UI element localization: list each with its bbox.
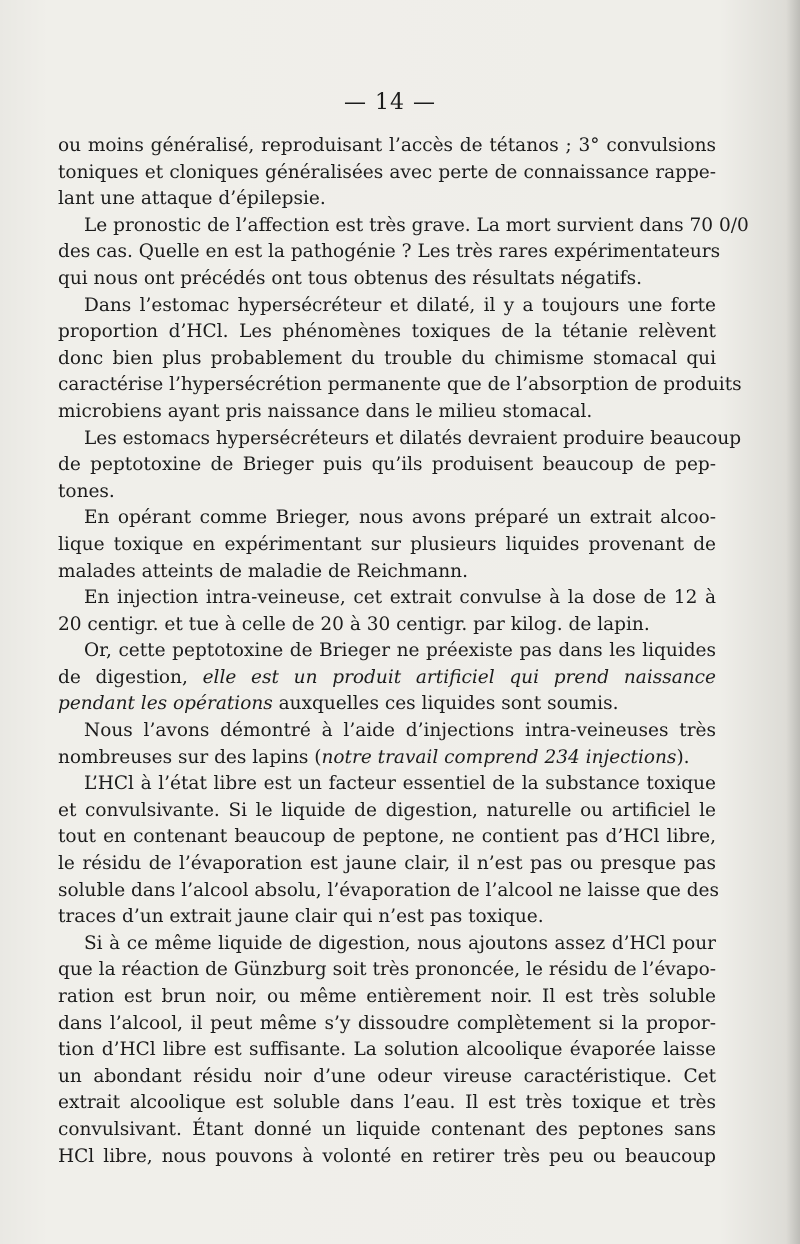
text-line: malades atteints de maladie de Reichmann.: [58, 560, 468, 582]
text-line: de peptotoxine de Brieger puis qu’ils produisent beaucoup de pep-: [58, 454, 716, 476]
text-line-mixed: [58, 745, 716, 772]
text-line: microbiens ayant pris naissance dans le milieu stomacal.: [58, 400, 593, 422]
text-line: donc bien plus probablement du trouble du chimisme stomacal qui: [58, 347, 716, 369]
text-line: toniques et cloniques généralisées avec perte de connaissance rappe-: [58, 161, 716, 183]
text-line: que la réaction de Günzburg soit très prononcée, le résidu de l’évapo-: [58, 959, 716, 981]
text-line: HCl libre, nous pouvons à volonté en retirer très peu ou beaucoup: [58, 1145, 716, 1167]
text-line: lique toxique en expérimentant sur plusieurs liquides provenant de: [58, 533, 716, 555]
italic-segment: pendant les opérations: [58, 693, 273, 715]
text-line: extrait alcoolique est soluble dans l’eau. Il est très toxique et très: [58, 1092, 716, 1114]
text-line: traces d’un extrait jaune clair qui n’est pas toxique.: [58, 906, 544, 928]
text-line: lant une attaque d’épilepsie.: [58, 188, 326, 210]
italic-segment: elle est un produit artificiel qui prend naissance: [202, 666, 716, 688]
text-line: le résidu de l’évaporation est jaune clair, il n’est pas ou presque pas: [58, 853, 716, 875]
text-line-mixed: [58, 665, 716, 692]
page-gutter-shadow: [786, 0, 800, 1244]
text-segment: ).: [676, 746, 690, 768]
text-segment: auxquelles ces liquides sont soumis.: [272, 693, 619, 715]
text-line: Dans l’estomac hypersécréteur et dilaté, il y a toujours une forte: [84, 294, 716, 316]
text-line: soluble dans l’alcool absolu, l’évaporation de l’alcool ne laisse que des: [58, 879, 719, 901]
text-line: dans l’alcool, il peut même s’y dissoudre complètement si la propor-: [58, 1012, 716, 1034]
text-line: En injection intra-veineuse, cet extrait convulse à la dose de 12 à: [84, 587, 716, 609]
text-line: Nous l’avons démontré à l’aide d’injections intra-veineuses très: [84, 720, 716, 742]
text-line: convulsivant. Étant donné un liquide contenant des peptones sans: [58, 1118, 716, 1140]
text-line: En opérant comme Brieger, nous avons préparé un extrait alcoo-: [84, 507, 716, 529]
page-number: — 14 —: [344, 90, 436, 115]
text-line: L’HCl à l’état libre est un facteur essentiel de la substance toxique: [84, 773, 716, 795]
text-line: tout en contenant beaucoup de peptone, ne contient pas d’HCl libre,: [58, 826, 716, 848]
text-segment: nombreuses sur des lapins (: [58, 746, 322, 768]
text-line: Le pronostic de l’affection est très grave. La mort survient dans 70 0/0: [84, 214, 749, 236]
text-line: un abondant résidu noir d’une odeur vireuse caractéristique. Cet: [58, 1065, 716, 1087]
text-line: Si à ce même liquide de digestion, nous ajoutons assez d’HCl pour: [84, 932, 716, 954]
text-line: et convulsivante. Si le liquide de digestion, naturelle ou artificiel le: [58, 799, 716, 821]
text-line: ration est brun noir, ou même entièrement noir. Il est très soluble: [58, 986, 716, 1007]
text-line: ou moins généralisé, reproduisant l’accès de tétanos ; 3° convulsions: [58, 135, 716, 156]
text-line: Or, cette peptotoxine de Brieger ne préexiste pas dans les liquides: [84, 640, 716, 662]
body-text: [58, 133, 749, 1170]
text-line: qui nous ont précédés ont tous obtenus des résultats négatifs.: [58, 267, 643, 289]
text-line: proportion d’HCl. Les phénomènes toxiques de la tétanie relèvent: [58, 321, 716, 343]
text-line-mixed: [58, 691, 716, 718]
text-line: Les estomacs hypersécréteurs et dilatés devraient produire beaucoup: [84, 427, 742, 449]
italic-segment: notre travail comprend 234 injections: [321, 746, 677, 768]
text-line: tones.: [58, 480, 115, 502]
text-line: caractérise l’hypersécrétion permanente que de l’absorption de produits: [58, 374, 742, 396]
text-line: tion d’HCl libre est suffisante. La solution alcoolique évaporée laisse: [58, 1039, 716, 1061]
text-line: 20 centigr. et tue à celle de 20 à 30 centigr. par kilog. de lapin.: [58, 613, 650, 635]
text-segment: de digestion,: [58, 666, 203, 688]
text-line: des cas. Quelle en est la pathogénie ? Les très rares expérimentateurs: [58, 241, 721, 263]
